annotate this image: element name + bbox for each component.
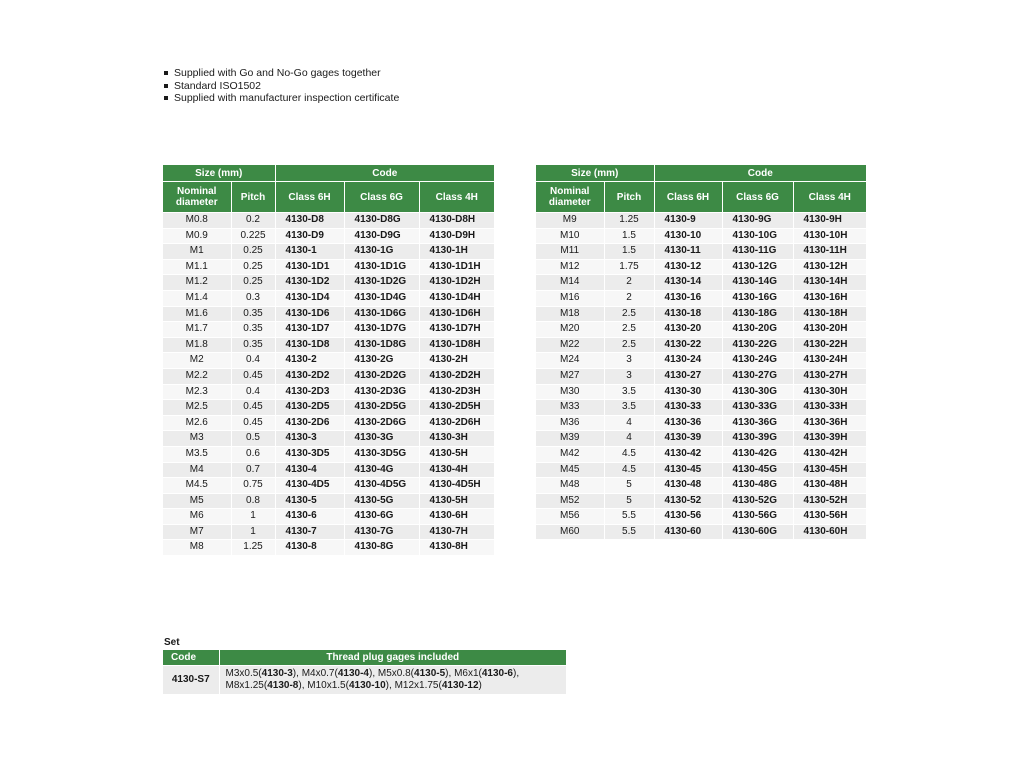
table-row xyxy=(163,415,494,431)
code-class-6g: 4130-2D5G xyxy=(344,400,419,416)
code-class-6g: 4130-1D8G xyxy=(344,337,419,353)
nominal-diameter-header: Nominal diameter xyxy=(163,182,231,213)
code-class-4h: 4130-1D6H xyxy=(419,306,494,322)
code-class-4h: 4130-22H xyxy=(793,337,866,353)
code-class-4h: 4130-4H xyxy=(419,462,494,478)
code-class-6g: 4130-2G xyxy=(344,353,419,369)
pitch: 1.75 xyxy=(604,259,654,275)
code-class-6h: 4130-1D8 xyxy=(275,337,344,353)
nominal-diameter: M0.9 xyxy=(163,228,231,244)
code-class-6g: 4130-16G xyxy=(722,290,793,306)
table-row xyxy=(536,228,866,244)
table-row xyxy=(536,524,866,540)
code-class-6g: 4130-D8G xyxy=(344,213,419,229)
code-class-6g: 4130-4G xyxy=(344,462,419,478)
class-6g-header: Class 6G xyxy=(344,182,419,213)
code-class-6g: 4130-14G xyxy=(722,275,793,291)
pitch: 0.6 xyxy=(231,446,275,462)
table-row xyxy=(163,244,494,260)
size-header: Size (mm) xyxy=(536,165,654,182)
nominal-diameter: M48 xyxy=(536,478,604,494)
code-class-6h: 4130-1D6 xyxy=(275,306,344,322)
nominal-diameter: M30 xyxy=(536,384,604,400)
nominal-diameter: M12 xyxy=(536,259,604,275)
class-4h-header: Class 4H xyxy=(419,182,494,213)
pitch-header: Pitch xyxy=(231,182,275,213)
set-item-code: 4130-12 xyxy=(441,680,479,691)
table-row xyxy=(163,446,494,462)
code-class-6h: 4130-9 xyxy=(654,213,722,229)
nominal-diameter: M56 xyxy=(536,509,604,525)
code-class-6g: 4130-1D6G xyxy=(344,306,419,322)
code-class-6g: 4130-1G xyxy=(344,244,419,260)
code-class-6h: 4130-2D3 xyxy=(275,384,344,400)
code-class-6g: 4130-22G xyxy=(722,337,793,353)
set-item-size: M3x0.5 xyxy=(225,668,259,679)
code-class-6h: 4130-20 xyxy=(654,322,722,338)
set-item-size: M4x0.7 xyxy=(301,668,335,679)
code-class-6h: 4130-22 xyxy=(654,337,722,353)
code-class-4h: 4130-56H xyxy=(793,509,866,525)
gage-table-small xyxy=(163,165,494,556)
table-row xyxy=(163,306,494,322)
code-class-4h: 4130-2D2H xyxy=(419,368,494,384)
nominal-diameter: M18 xyxy=(536,306,604,322)
code-class-6g: 4130-1D2G xyxy=(344,275,419,291)
nominal-diameter: M24 xyxy=(536,353,604,369)
nominal-diameter: M4 xyxy=(163,462,231,478)
nominal-diameter: M36 xyxy=(536,415,604,431)
set-code-header: Code xyxy=(163,650,219,666)
code-class-6h: 4130-30 xyxy=(654,384,722,400)
pitch: 0.45 xyxy=(231,400,275,416)
pitch: 4.5 xyxy=(604,462,654,478)
code-class-6h: 4130-14 xyxy=(654,275,722,291)
pitch: 3 xyxy=(604,368,654,384)
code-class-4h: 4130-7H xyxy=(419,524,494,540)
nominal-diameter: M2.5 xyxy=(163,400,231,416)
code-class-4h: 4130-1D8H xyxy=(419,337,494,353)
nominal-diameter: M1.4 xyxy=(163,290,231,306)
table-row xyxy=(163,353,494,369)
pitch: 4 xyxy=(604,415,654,431)
table-row xyxy=(536,431,866,447)
code-class-6g: 4130-60G xyxy=(722,524,793,540)
set-item-size: M8x1.25 xyxy=(225,680,264,691)
table-row xyxy=(163,540,494,556)
code-class-6h: 4130-5 xyxy=(275,493,344,509)
code-class-6g: 4130-36G xyxy=(722,415,793,431)
code-class-6g: 4130-39G xyxy=(722,431,793,447)
pitch: 3.5 xyxy=(604,384,654,400)
nominal-diameter: M2.2 xyxy=(163,368,231,384)
table-row xyxy=(163,400,494,416)
code-class-6g: 4130-33G xyxy=(722,400,793,416)
pitch: 3 xyxy=(604,353,654,369)
code-class-4h: 4130-36H xyxy=(793,415,866,431)
pitch: 0.5 xyxy=(231,431,275,447)
set-label: Set xyxy=(164,637,180,648)
code-class-4h: 4130-33H xyxy=(793,400,866,416)
code-class-4h: 4130-3H xyxy=(419,431,494,447)
pitch: 5.5 xyxy=(604,509,654,525)
table-row xyxy=(163,478,494,494)
nominal-diameter: M22 xyxy=(536,337,604,353)
nominal-diameter: M27 xyxy=(536,368,604,384)
pitch: 1 xyxy=(231,509,275,525)
code-class-4h: 4130-5H xyxy=(419,446,494,462)
code-class-6g: 4130-6G xyxy=(344,509,419,525)
table-row xyxy=(163,275,494,291)
code-class-6g: 4130-12G xyxy=(722,259,793,275)
code-class-4h: 4130-2H xyxy=(419,353,494,369)
code-class-4h: 4130-5H xyxy=(419,493,494,509)
nominal-diameter-header: Nominal diameter xyxy=(536,182,604,213)
table-row xyxy=(536,478,866,494)
nominal-diameter: M11 xyxy=(536,244,604,260)
pitch: 0.35 xyxy=(231,306,275,322)
code-class-6g: 4130-7G xyxy=(344,524,419,540)
code-class-6h: 4130-1D2 xyxy=(275,275,344,291)
table-row xyxy=(536,275,866,291)
code-class-6g: 4130-42G xyxy=(722,446,793,462)
set-code: 4130-S7 xyxy=(163,666,219,695)
pitch: 1.25 xyxy=(604,213,654,229)
code-class-6g: 4130-27G xyxy=(722,368,793,384)
table-row xyxy=(163,228,494,244)
code-class-6g: 4130-52G xyxy=(722,493,793,509)
set-item-size: M12x1.75 xyxy=(394,680,439,691)
nominal-diameter: M52 xyxy=(536,493,604,509)
table-row xyxy=(163,368,494,384)
table-row xyxy=(536,244,866,260)
table-row xyxy=(163,337,494,353)
gage-table-large xyxy=(536,165,866,540)
table-row xyxy=(536,353,866,369)
code-class-4h: 4130-1D1H xyxy=(419,259,494,275)
table-row xyxy=(163,213,494,229)
nominal-diameter: M5 xyxy=(163,493,231,509)
nominal-diameter: M14 xyxy=(536,275,604,291)
nominal-diameter: M4.5 xyxy=(163,478,231,494)
set-item-code: 4130-4 xyxy=(337,668,369,679)
nominal-diameter: M1.8 xyxy=(163,337,231,353)
pitch: 3.5 xyxy=(604,400,654,416)
code-class-4h: 4130-42H xyxy=(793,446,866,462)
code-class-6g: 4130-2D6G xyxy=(344,415,419,431)
table-row xyxy=(536,446,866,462)
feature-item: Standard ISO1502 xyxy=(163,80,399,93)
pitch: 0.7 xyxy=(231,462,275,478)
code-class-6h: 4130-D9 xyxy=(275,228,344,244)
pitch-header: Pitch xyxy=(604,182,654,213)
nominal-diameter: M42 xyxy=(536,446,604,462)
table-row xyxy=(163,666,566,695)
nominal-diameter: M3.5 xyxy=(163,446,231,462)
class-6h-header: Class 6H xyxy=(275,182,344,213)
table-row xyxy=(536,306,866,322)
code-class-6h: 4130-10 xyxy=(654,228,722,244)
code-class-4h: 4130-48H xyxy=(793,478,866,494)
pitch: 2.5 xyxy=(604,306,654,322)
code-class-4h: 4130-1D4H xyxy=(419,290,494,306)
table-row xyxy=(536,509,866,525)
set-item-size: M5x0.8 xyxy=(377,668,411,679)
nominal-diameter: M1 xyxy=(163,244,231,260)
code-class-4h: 4130-10H xyxy=(793,228,866,244)
code-class-4h: 4130-27H xyxy=(793,368,866,384)
set-item-size: M10x1.5 xyxy=(307,680,346,691)
code-class-4h: 4130-20H xyxy=(793,322,866,338)
set-item-size: M6x1 xyxy=(454,668,479,679)
class-6h-header: Class 6H xyxy=(654,182,722,213)
code-class-6g: 4130-48G xyxy=(722,478,793,494)
code-class-6g: 4130-8G xyxy=(344,540,419,556)
code-class-4h: 4130-4D5H xyxy=(419,478,494,494)
feature-item: Supplied with Go and No-Go gages together xyxy=(163,67,399,80)
code-class-6h: 4130-4D5 xyxy=(275,478,344,494)
code-class-6h: 4130-45 xyxy=(654,462,722,478)
pitch: 4.5 xyxy=(604,446,654,462)
nominal-diameter: M1.6 xyxy=(163,306,231,322)
nominal-diameter: M2 xyxy=(163,353,231,369)
set-items: M3x0.5(4130-3), M4x0.7(4130-4), M5x0.8(4130-5), M6x1(4130-6), M8x1.25(4130-8), M10x1.5(4130-10), M12x1.75(4130-12) xyxy=(219,666,566,695)
size-header: Size (mm) xyxy=(163,165,275,182)
nominal-diameter: M8 xyxy=(163,540,231,556)
code-class-6g: 4130-24G xyxy=(722,353,793,369)
code-class-4h: 4130-16H xyxy=(793,290,866,306)
code-class-4h: 4130-45H xyxy=(793,462,866,478)
pitch: 1.5 xyxy=(604,228,654,244)
pitch: 0.2 xyxy=(231,213,275,229)
pitch: 0.45 xyxy=(231,368,275,384)
code-class-6h: 4130-D8 xyxy=(275,213,344,229)
code-class-6g: 4130-20G xyxy=(722,322,793,338)
table-row xyxy=(163,431,494,447)
code-class-4h: 4130-D9H xyxy=(419,228,494,244)
nominal-diameter: M3 xyxy=(163,431,231,447)
code-class-6g: 4130-18G xyxy=(722,306,793,322)
code-class-4h: 4130-1D7H xyxy=(419,322,494,338)
code-class-6g: 4130-1D7G xyxy=(344,322,419,338)
table-row xyxy=(163,322,494,338)
table-row xyxy=(163,290,494,306)
pitch: 0.25 xyxy=(231,275,275,291)
pitch: 0.3 xyxy=(231,290,275,306)
table-row xyxy=(536,493,866,509)
code-class-6h: 4130-2 xyxy=(275,353,344,369)
code-class-4h: 4130-39H xyxy=(793,431,866,447)
pitch: 0.75 xyxy=(231,478,275,494)
code-class-6h: 4130-2D2 xyxy=(275,368,344,384)
code-class-6h: 4130-52 xyxy=(654,493,722,509)
pitch: 0.35 xyxy=(231,337,275,353)
code-class-6g: 4130-3D5G xyxy=(344,446,419,462)
code-class-6g: 4130-1D1G xyxy=(344,259,419,275)
table-row xyxy=(536,213,866,229)
code-class-6h: 4130-24 xyxy=(654,353,722,369)
code-class-4h: 4130-6H xyxy=(419,509,494,525)
table-row xyxy=(536,400,866,416)
pitch: 4 xyxy=(604,431,654,447)
code-class-4h: 4130-52H xyxy=(793,493,866,509)
pitch: 0.4 xyxy=(231,384,275,400)
code-class-6h: 4130-56 xyxy=(654,509,722,525)
code-class-6h: 4130-60 xyxy=(654,524,722,540)
code-class-6h: 4130-1 xyxy=(275,244,344,260)
code-class-6h: 4130-39 xyxy=(654,431,722,447)
code-class-6g: 4130-1D4G xyxy=(344,290,419,306)
code-class-6g: 4130-2D2G xyxy=(344,368,419,384)
set-item-code: 4130-6 xyxy=(481,668,513,679)
code-class-6g: 4130-2D3G xyxy=(344,384,419,400)
pitch: 0.8 xyxy=(231,493,275,509)
feature-item: Supplied with manufacturer inspection certificate xyxy=(163,92,399,105)
set-included-header: Thread plug gages included xyxy=(219,650,566,666)
nominal-diameter: M9 xyxy=(536,213,604,229)
code-class-6h: 4130-33 xyxy=(654,400,722,416)
code-class-4h: 4130-2D3H xyxy=(419,384,494,400)
code-header: Code xyxy=(275,165,494,182)
nominal-diameter: M60 xyxy=(536,524,604,540)
table-row xyxy=(163,509,494,525)
code-class-4h: 4130-18H xyxy=(793,306,866,322)
code-class-6h: 4130-3D5 xyxy=(275,446,344,462)
pitch: 2.5 xyxy=(604,322,654,338)
code-class-6g: 4130-5G xyxy=(344,493,419,509)
nominal-diameter: M6 xyxy=(163,509,231,525)
nominal-diameter: M1.7 xyxy=(163,322,231,338)
table-row xyxy=(536,384,866,400)
table-row xyxy=(163,384,494,400)
class-4h-header: Class 4H xyxy=(793,182,866,213)
table-row xyxy=(536,462,866,478)
code-class-4h: 4130-60H xyxy=(793,524,866,540)
nominal-diameter: M1.2 xyxy=(163,275,231,291)
code-class-4h: 4130-1H xyxy=(419,244,494,260)
code-class-6h: 4130-1D7 xyxy=(275,322,344,338)
set-item-code: 4130-10 xyxy=(348,680,386,691)
pitch: 2 xyxy=(604,290,654,306)
pitch: 5.5 xyxy=(604,524,654,540)
code-class-6g: 4130-4D5G xyxy=(344,478,419,494)
code-class-6g: 4130-9G xyxy=(722,213,793,229)
class-6g-header: Class 6G xyxy=(722,182,793,213)
pitch: 2 xyxy=(604,275,654,291)
table-row xyxy=(536,337,866,353)
code-class-4h: 4130-30H xyxy=(793,384,866,400)
code-class-6h: 4130-1D1 xyxy=(275,259,344,275)
pitch: 0.25 xyxy=(231,244,275,260)
nominal-diameter: M45 xyxy=(536,462,604,478)
nominal-diameter: M2.6 xyxy=(163,415,231,431)
code-class-6h: 4130-2D6 xyxy=(275,415,344,431)
code-class-6h: 4130-27 xyxy=(654,368,722,384)
nominal-diameter: M20 xyxy=(536,322,604,338)
code-class-6h: 4130-6 xyxy=(275,509,344,525)
pitch: 5 xyxy=(604,478,654,494)
code-class-6h: 4130-4 xyxy=(275,462,344,478)
table-row xyxy=(536,415,866,431)
set-item-code: 4130-3 xyxy=(261,668,293,679)
code-class-6g: 4130-11G xyxy=(722,244,793,260)
nominal-diameter: M7 xyxy=(163,524,231,540)
code-class-4h: 4130-1D2H xyxy=(419,275,494,291)
code-class-4h: 4130-14H xyxy=(793,275,866,291)
nominal-diameter: M16 xyxy=(536,290,604,306)
nominal-diameter: M2.3 xyxy=(163,384,231,400)
code-header: Code xyxy=(654,165,866,182)
table-row xyxy=(163,259,494,275)
pitch: 0.35 xyxy=(231,322,275,338)
code-class-4h: 4130-2D6H xyxy=(419,415,494,431)
pitch: 0.4 xyxy=(231,353,275,369)
table-row xyxy=(536,368,866,384)
nominal-diameter: M39 xyxy=(536,431,604,447)
code-class-6h: 4130-48 xyxy=(654,478,722,494)
code-class-6g: 4130-30G xyxy=(722,384,793,400)
table-row xyxy=(163,524,494,540)
pitch: 5 xyxy=(604,493,654,509)
code-class-4h: 4130-8H xyxy=(419,540,494,556)
feature-list xyxy=(163,67,399,105)
code-class-6g: 4130-10G xyxy=(722,228,793,244)
code-class-6h: 4130-42 xyxy=(654,446,722,462)
code-class-6h: 4130-8 xyxy=(275,540,344,556)
code-class-6h: 4130-2D5 xyxy=(275,400,344,416)
code-class-6g: 4130-45G xyxy=(722,462,793,478)
code-class-4h: 4130-9H xyxy=(793,213,866,229)
nominal-diameter: M1.1 xyxy=(163,259,231,275)
code-class-6h: 4130-16 xyxy=(654,290,722,306)
code-class-6g: 4130-56G xyxy=(722,509,793,525)
code-class-6h: 4130-36 xyxy=(654,415,722,431)
code-class-4h: 4130-D8H xyxy=(419,213,494,229)
nominal-diameter: M10 xyxy=(536,228,604,244)
pitch: 1.5 xyxy=(604,244,654,260)
table-row xyxy=(536,290,866,306)
set-table xyxy=(163,650,566,694)
code-class-6g: 4130-3G xyxy=(344,431,419,447)
code-class-6h: 4130-11 xyxy=(654,244,722,260)
pitch: 2.5 xyxy=(604,337,654,353)
table-row xyxy=(536,259,866,275)
table-row xyxy=(163,462,494,478)
pitch: 1 xyxy=(231,524,275,540)
code-class-4h: 4130-12H xyxy=(793,259,866,275)
code-class-4h: 4130-11H xyxy=(793,244,866,260)
pitch: 0.25 xyxy=(231,259,275,275)
code-class-6h: 4130-1D4 xyxy=(275,290,344,306)
code-class-6h: 4130-3 xyxy=(275,431,344,447)
code-class-6h: 4130-12 xyxy=(654,259,722,275)
nominal-diameter: M33 xyxy=(536,400,604,416)
set-item-code: 4130-5 xyxy=(414,668,446,679)
code-class-6g: 4130-D9G xyxy=(344,228,419,244)
pitch: 0.45 xyxy=(231,415,275,431)
code-class-6h: 4130-18 xyxy=(654,306,722,322)
set-item-code: 4130-8 xyxy=(267,680,299,691)
table-row xyxy=(536,322,866,338)
pitch: 0.225 xyxy=(231,228,275,244)
table-row xyxy=(163,493,494,509)
pitch: 1.25 xyxy=(231,540,275,556)
code-class-6h: 4130-7 xyxy=(275,524,344,540)
code-class-4h: 4130-24H xyxy=(793,353,866,369)
code-class-4h: 4130-2D5H xyxy=(419,400,494,416)
nominal-diameter: M0.8 xyxy=(163,213,231,229)
